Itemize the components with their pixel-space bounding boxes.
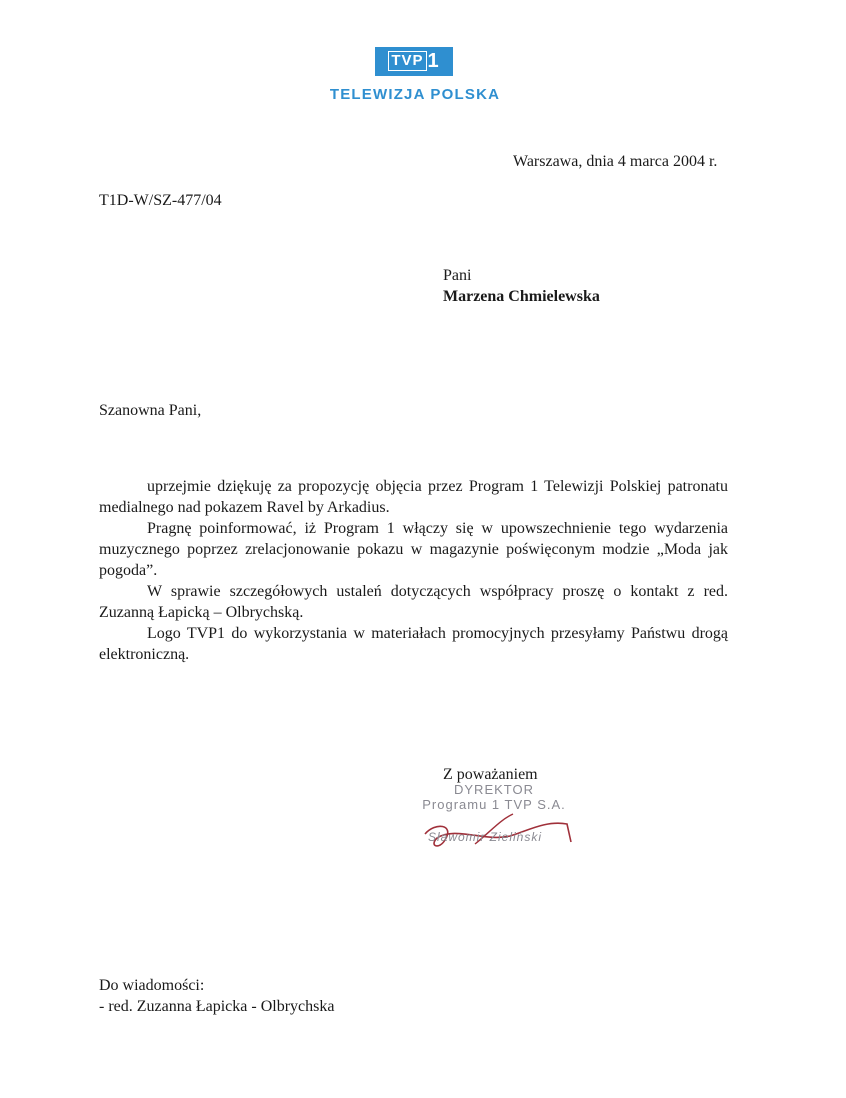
- body-paragraph: Logo TVP1 do wykorzystania w materiałach promocyjnych przesyłamy Państwu drogą elektroniczną.: [99, 625, 728, 663]
- logo-box-text: TVP: [388, 51, 426, 71]
- closing: Z poważaniem: [443, 766, 538, 783]
- letter-body: [99, 476, 728, 665]
- station-name: TELEWIZJA POLSKA: [329, 86, 501, 103]
- recipient-title: Pani: [443, 267, 472, 284]
- body-paragraph: Pragnę poinformować, iż Program 1 włączy się w upowszechnienie tego wydarzenia muzycznego poprzez zrelacjonowanie pokazu w magazynie poświęconym modzie „Moda jak pogoda”.: [99, 520, 728, 579]
- body-paragraph: uprzejmie dziękuję za propozycję objęcia przez Program 1 Telewizji Polskiej patronatu medialnego nad pokazem Ravel by Arkadius.: [99, 478, 728, 516]
- body-paragraph: W sprawie szczegółowych ustaleń dotyczących współpracy proszę o kontakt z red. Zuzanną Łapicką – Olbrychską.: [99, 583, 728, 621]
- tvp1-logo: [375, 47, 453, 76]
- place-date: Warszawa, dnia 4 marca 2004 r.: [513, 153, 718, 170]
- stamp-line-title: DYREKTOR: [454, 782, 534, 797]
- reference-number: T1D-W/SZ-477/04: [99, 192, 222, 209]
- stamp-line-program: Programu 1 TVP S.A.: [422, 797, 566, 812]
- director-stamp: [419, 782, 569, 812]
- cc-title: Do wiadomości:: [99, 977, 205, 994]
- cc-item: - red. Zuzanna Łapicka - Olbrychska: [99, 998, 335, 1015]
- logo-digit: 1: [427, 50, 440, 72]
- recipient-name: Marzena Chmielewska: [443, 288, 600, 305]
- signatory-name: Sławomir Zieliński: [428, 830, 543, 844]
- salutation: Szanowna Pani,: [99, 402, 202, 419]
